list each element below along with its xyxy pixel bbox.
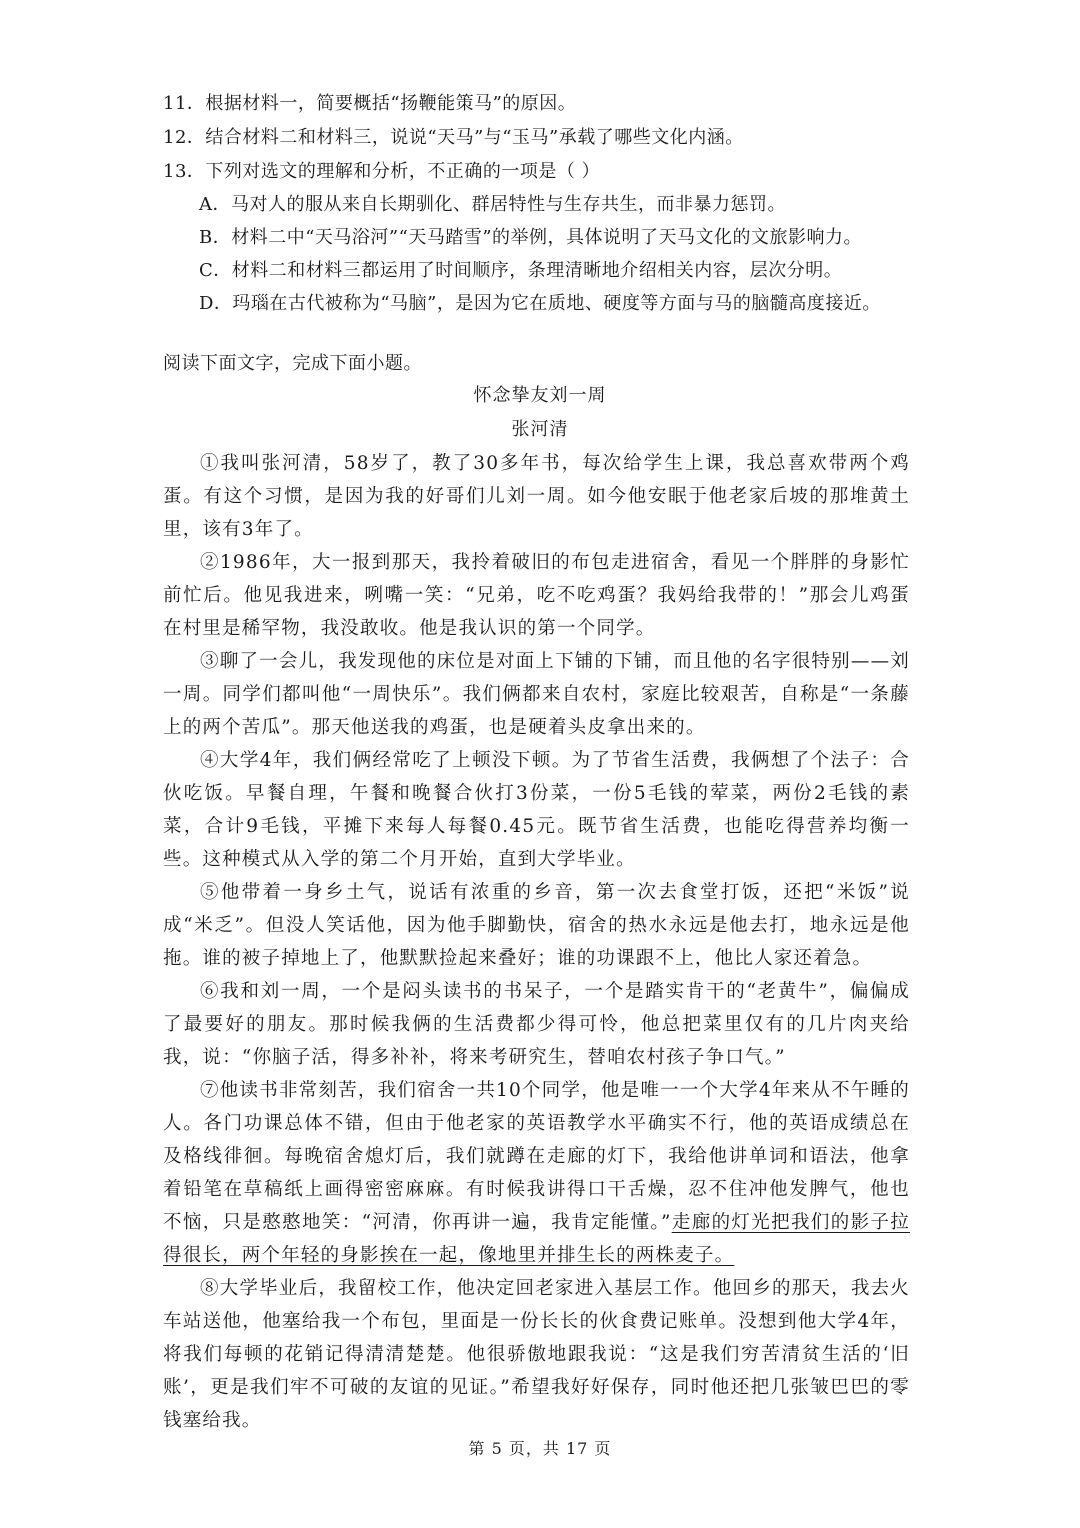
article-author: 张河清 xyxy=(511,419,569,440)
paragraph-3: ③聊了一会儿，我发现他的床位是对面上下铺的下铺，而且他的名字很特别——刘一周。同学们都叫他“一周快乐”。我们俩都来自农村，家庭比较艰苦，自称是“一条藤上的两个苦瓜”。那天他送我的鸡蛋，也是硬着头皮拿出来的。 xyxy=(163,651,910,738)
question-13: 13．下列对选文的理解和分析，不正确的一项是（ ） xyxy=(163,161,601,182)
option-d: D．玛瑙在古代被称为“马脑”，是因为它在质地、硬度等方面与马的脑髓高度接近。 xyxy=(199,293,881,314)
page-footer: 第 5 页，共 17 页 xyxy=(468,1439,612,1458)
article-body xyxy=(163,447,910,1437)
paragraph-1: ①我叫张河清，58岁了，教了30多年书，每次给学生上课，我总喜欢带两个鸡蛋。有这个习惯，是因为我的好哥们儿刘一周。如今他安眠于他老家后坡的那堆黄土里，该有3年了。 xyxy=(163,453,910,540)
paragraph-7 xyxy=(163,1074,910,1272)
question-12: 12．结合材料二和材料三，说说“天马”与“玉马”承载了哪些文化内涵。 xyxy=(163,127,744,148)
option-c: C．材料二和材料三都运用了时间顺序，条理清晰地介绍相关内容，层次分明。 xyxy=(199,260,843,281)
paragraph-8: ⑧大学毕业后，我留校工作，他决定回老家进入基层工作。他回乡的那天，我去火车站送他，他塞给我一个布包，里面是一份长长的伙食费记账单。没想到他大学4年，将我们每顿的花销记得清清楚楚。他很骄傲地跟我说：“这是我们穷苦清贫生活的‘旧账’，更是我们牢不可破的友谊的见证。”希望我好好保存，同时他还把几张皱巴巴的零钱塞给我。 xyxy=(163,1278,910,1431)
paragraph-4: ④大学4年，我们俩经常吃了上顿没下顿。为了节省生活费，我俩想了个法子：合伙吃饭。早餐自理，午餐和晚餐合伙打3份菜，一份5毛钱的荤菜，两份2毛钱的素菜，合计9毛钱，平摊下来每人每餐0.45元。既节省生活费，也能吃得营养均衡一些。这种模式从入学的第二个月开始，直到大学毕业。 xyxy=(163,750,910,870)
paragraph-7-text: ⑦他读书非常刻苦，我们宿舍一共10个同学，他是唯一一个大学4年来从不午睡的人。各门功课总体不错，但由于他老家的英语教学水平确实不行，他的英语成绩总在及格线徘徊。每晚宿舍熄灯后，我们就蹲在走廊的灯下，我给他讲单词和语法，他拿着铅笔在草稿纸上画得密密麻麻。有时候我讲得口干舌燥，忍不住冲他发脾气，他也不恼，只是憨憨地笑：“河清，你再讲一遍，我肯定能懂。” xyxy=(163,1080,910,1233)
option-a: A．马对人的服从来自长期驯化、群居特性与生存共生，而非暴力惩罚。 xyxy=(199,194,786,215)
underlined-sentence: 走廊的灯光把我们的影子拉得很长，两个年轻的身影挨在一起，像地里并排生长的两株麦子。 xyxy=(163,1212,910,1266)
option-b: B．材料二中“天马浴河”“天马踏雪”的举例，具体说明了天马文化的文旅影响力。 xyxy=(199,227,863,248)
article-title: 怀念挚友刘一周 xyxy=(473,385,607,406)
paragraph-6: ⑥我和刘一周，一个是闷头读书的书呆子，一个是踏实肯干的“老黄牛”，偏偏成了最要好的朋友。那时候我俩的生活费都少得可怜，他总把菜里仅有的几片肉夹给我，说：“你脑子活，得多补补，将来考研究生，替咱农村孩子争口气。” xyxy=(163,981,910,1068)
reading-instruction: 阅读下面文字，完成下面小题。 xyxy=(163,353,422,374)
question-11: 11．根据材料一，简要概括“扬鞭能策马”的原因。 xyxy=(163,93,577,114)
paragraph-2: ②1986年，大一报到那天，我拎着破旧的布包走进宿舍，看见一个胖胖的身影忙前忙后。他见我进来，咧嘴一笑：“兄弟，吃不吃鸡蛋？我妈给我带的！”那会儿鸡蛋在村里是稀罕物，我没敢收。他是我认识的第一个同学。 xyxy=(163,552,910,639)
paragraph-5: ⑤他带着一身乡土气，说话有浓重的乡音，第一次去食堂打饭，还把“米饭”说成“米乏”。但没人笑话他，因为他手脚勤快，宿舍的热水永远是他去打，地永远是他拖。谁的被子掉地上了，他默默捡起来叠好；谁的功课跟不上，他比人家还着急。 xyxy=(163,882,910,969)
